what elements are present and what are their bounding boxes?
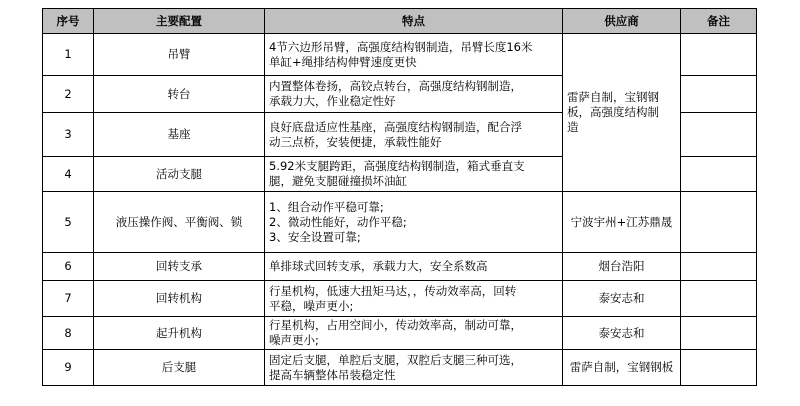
row-no: 2 [43, 76, 94, 113]
row-config: 回转支承 [94, 253, 265, 281]
supplier-cell-1-4: 雷萨自制，宝钢钢 板，高强度结构制 造 [563, 34, 681, 192]
header-features: 特点 [265, 9, 563, 34]
row-no: 4 [43, 157, 94, 192]
supplier-cell: 泰安志和 [563, 281, 681, 317]
row-features: 行星机构，低速大扭矩马达，，传动效率高，回转 平稳，噪声更小; [265, 281, 563, 317]
supplier-cell: 宁波宇州+江苏鼎晟 [563, 192, 681, 253]
remarks-cell [681, 281, 757, 317]
row-no: 1 [43, 34, 94, 76]
remarks-cell [681, 34, 757, 76]
header-no: 序号 [43, 9, 94, 34]
row-features: 5.92米支腿跨距，高强度结构钢制造，箱式垂直支 腿，避免支腿碰撞损坏油缸 [265, 157, 563, 192]
header-config: 主要配置 [94, 9, 265, 34]
row-no: 8 [43, 317, 94, 350]
table-row [43, 317, 757, 350]
spec-table [42, 8, 757, 386]
remarks-cell [681, 350, 757, 386]
remarks-cell [681, 317, 757, 350]
row-features: 良好底盘适应性基座，高强度结构钢制造，配合浮 动三点桥，安装便捷，承载性能好 [265, 113, 563, 157]
table-row [43, 350, 757, 386]
row-no: 7 [43, 281, 94, 317]
row-features: 内置整体卷扬，高铰点转台，高强度结构钢制造， 承载力大，作业稳定性好 [265, 76, 563, 113]
row-no: 6 [43, 253, 94, 281]
remarks-cell [681, 157, 757, 192]
row-no: 5 [43, 192, 94, 253]
row-config: 吊臂 [94, 34, 265, 76]
row-no: 9 [43, 350, 94, 386]
remarks-cell [681, 253, 757, 281]
header-row [43, 9, 757, 34]
table-row [43, 34, 757, 76]
row-config: 液压操作阀、平衡阀、锁 [94, 192, 265, 253]
row-config: 起升机构 [94, 317, 265, 350]
row-features: 单排球式回转支承，承载力大，安全系数高 [265, 253, 563, 281]
remarks-cell [681, 192, 757, 253]
row-config: 回转机构 [94, 281, 265, 317]
remarks-cell [681, 76, 757, 113]
supplier-cell: 烟台浩阳 [563, 253, 681, 281]
table-row [43, 281, 757, 317]
row-features: 1、组合动作平稳可靠; 2、微动性能好，动作平稳; 3、安全设置可靠; [265, 192, 563, 253]
row-config: 后支腿 [94, 350, 265, 386]
row-no: 3 [43, 113, 94, 157]
row-config: 转台 [94, 76, 265, 113]
row-features: 行星机构，占用空间小，传动效率高，制动可靠， 噪声更小; [265, 317, 563, 350]
header-remarks: 备注 [681, 9, 757, 34]
header-supplier: 供应商 [563, 9, 681, 34]
supplier-cell: 泰安志和 [563, 317, 681, 350]
supplier-cell: 雷萨自制，宝钢钢板 [563, 350, 681, 386]
row-config: 活动支腿 [94, 157, 265, 192]
table-row [43, 192, 757, 253]
remarks-cell [681, 113, 757, 157]
row-config: 基座 [94, 113, 265, 157]
row-features: 固定后支腿，单腔后支腿，双腔后支腿三种可选， 提高车辆整体吊装稳定性 [265, 350, 563, 386]
table-row [43, 253, 757, 281]
row-features: 4节六边形吊臂，高强度结构钢制造，吊臂长度16米 单缸+绳排结构伸臂速度更快 [265, 34, 563, 76]
